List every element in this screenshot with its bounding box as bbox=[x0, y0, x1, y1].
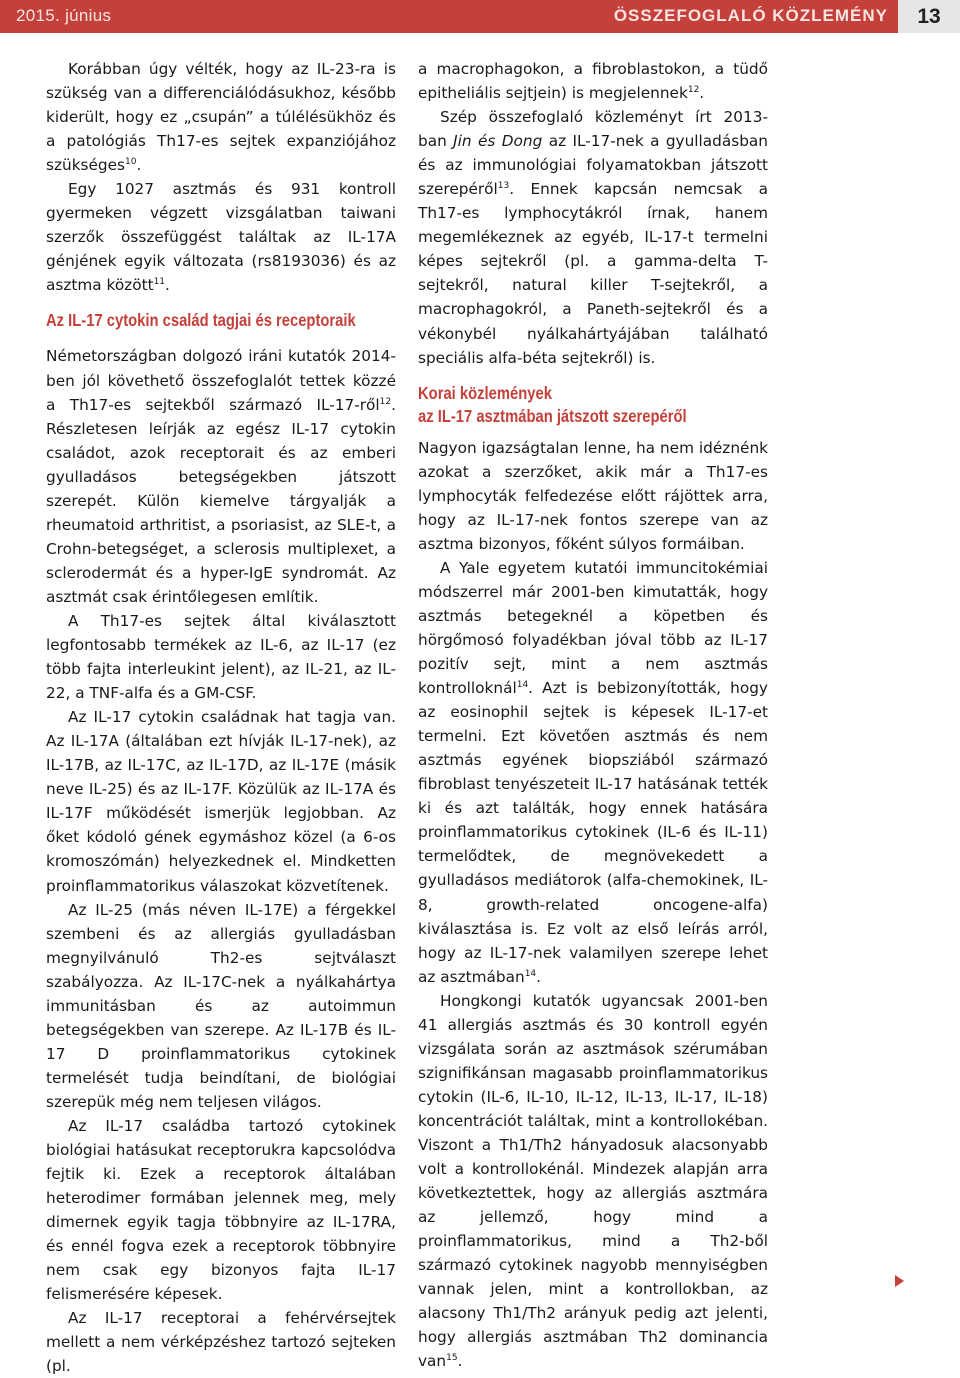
paragraph: Az IL-17 cytokin családnak hat tagja van. Az IL-17A (általában ezt hívják IL-17-nek), az IL-17B, az IL-17C, az IL-17D, az IL-17E (másik neve IL-25) és az IL-17F. Közülük az IL-17A és IL-17F működését ismerjük legjobban. Az őket kódoló gének egymáshoz közel (a 6-os kromoszómán) helyezkednek el. Mindketten proinflammatorikus válaszokat közvetítenek. bbox=[46, 708, 396, 895]
section-heading: Korai közlemények az IL-17 asztmában játszott szerepéről bbox=[418, 382, 687, 426]
right-column bbox=[418, 57, 768, 1373]
paragraph: Nagyon igazságtalan lenne, ha nem idéznénk azokat a szerzőket, akik már a Th17-es lymphocyták felfedezése előtt rájöttek arra, hogy az IL-17-nek fontos szerepe van az asztma bizonyos, főként súlyos formáiban. bbox=[418, 438, 768, 553]
section-heading: Az IL-17 cytokin család tagjai és receptoraik bbox=[46, 310, 356, 331]
continue-arrow-icon bbox=[895, 1275, 904, 1287]
paragraph: Németországban dolgozó iráni kutatók 2014-ben jól követhető összefoglalót tettek közzé a Th17-es sejtekből származó IL-17-ről$^{12}$. Részletesen leírják az egész IL-17 cytokin családot, azok receptorait és az emberi gyulladásos betegségekben játszott szerepét. Külön kiemelve tárgyalják a rheumatoid arthritist, a psoriasist, az SLE-t, a Crohn-betegséget, a sclerosis multiplexet, a sclerodermát és a hyper-IgE syndromát. Az asztmát csak érintőlegesen említik. bbox=[46, 347, 396, 606]
paragraph: Az IL-25 (más néven IL-17E) a férgekkel szembeni és az allergiás gyulladásban megnyilvánuló Th2-es sejtválaszt szabályozza. Az IL-17C-nek a nyálkahártya immunitásban és az autoimmun betegségekben van szerepe. Az IL-17B és IL-17 D proinflammatorikus cytokinek termelését tudja beindítani, de biológiai szerepük még nem teljesen világos. bbox=[46, 900, 396, 1111]
reference: 10 bbox=[125, 157, 137, 168]
paragraph: a macrophagokon, a fibroblastokon, a tüdő epitheliális sejtjein) is megjelennek$^{12}$. bbox=[418, 60, 768, 103]
paragraph: A Yale egyetem kutatói immuncitokémiai módszerrel már 2001-ben kimutatták, hogy asztmás betegeknél a köpetben és hörgőmosó folyadékban jóval több az IL-17 pozitív sejt, mint a nem asztmás kontrolloknál$^{14}$. Azt is bebizonyították, hogy az eosinophil sejtek is képesek IL-17-et termelni. Ezt követően asztmás és nem asztmás egyének biopsziából származó fibroblast tenyészeteit IL-17 hatásának tették ki és azt találták, hogy ennek hatására proinflammatorikus cytokinek (IL-6 és IL-11) termelődtek, de megnövekedett a gyulladásos mediátorok (alfa-chemokinek, IL-8, growth-related oncogene-alfa) kiválasztása is. Ez volt az első leírás arról, hogy az IL-17-nek valamilyen szerepe lehet az asztmában$^{14}$. bbox=[418, 558, 768, 986]
left-column bbox=[46, 57, 396, 1378]
paragraph: Hongkongi kutatók ugyancsak 2001-ben 41 allergiás asztmás és 30 kontroll egyén vizsgálata során az asztmások szérumában szignifikánsan magasabb proinflammatorikus cytokin (IL-6, IL-10, IL-12, IL-13, IL-17, IL-18) koncentrációt találtak, mint a kontrollokéban. Viszont a Th1/Th2 hányadosuk alacsonyabb volt a kontrollokénál. Mindezek alapján arra következtettek, hogy az allergiás asztmára az jellemző, hogy mind a proinflammatorikus, mind a Th2-ből származó cytokinek nagyobb mennyiségben vannak jelen, mint a kontrollokban, az alacsony Th1/Th2 arányuk pedig azt jelenti, hogy allergiás asztmában Th2 dominancia van$^{15}$. bbox=[418, 991, 768, 1371]
reference: 14 bbox=[524, 968, 537, 979]
paragraph: Az IL-17 receptorai a fehérvérsejtek mellett a nem vérképzéshez tartozó sejteken (pl. bbox=[46, 1309, 396, 1376]
page-number: 13 bbox=[898, 0, 960, 33]
section-title: ÖSSZEFOGLALÓ KÖZLEMÉNY bbox=[613, 6, 888, 25]
paragraph: Az IL-17 családba tartozó cytokinek biológiai hatásukat receptorukra kapcsolódva fejtik ki. Ezek a receptorok általában heterodimer formában jelennek meg, mely dimernek egyik tagja többnyire az IL-17RA, és ennél fogva ezek a receptorok többnyire nem csak egy bizonyos fajta IL-17 felismerésére képesek. bbox=[46, 1116, 396, 1304]
reference: 12 bbox=[687, 84, 700, 95]
reference: 12 bbox=[379, 396, 392, 407]
reference: 15 bbox=[446, 1353, 458, 1364]
reference: 11 bbox=[153, 277, 166, 288]
paragraph: Korábban úgy vélték, hogy az IL-23-ra is szükség van a differenciálódásukhoz, később kiderült, hogy ez „csupán” a túlélésükhöz és a patológiás Th17-es sejtek expanziójához szükséges$^{10}$. bbox=[46, 60, 396, 175]
reference: 13 bbox=[497, 181, 510, 192]
paragraph: Szép összefoglaló közleményt írt 2013-ban Jin és Dong az IL-17-nek a gyulladásban és az immunológiai folyamatokban játszott szerepéről$^{13}$. Ennek kapcsán nemcsak a Th17-es lymphocytákról írnak, hanem megemlékeznek az egyéb, IL-17-t termelni képes sejtekről (pl. a gamma-delta T-sejtekről, natural killer T-sejtekről, a macrophagokról, a Paneth-sejtekről és a vékonybél nyálkahártyájában található speciális alfa-béta sejtekről) is. bbox=[418, 108, 768, 367]
issue-date: 2015. június bbox=[16, 6, 112, 25]
author-names: Jin és Dong bbox=[453, 132, 543, 151]
page-header bbox=[0, 0, 960, 33]
reference: 14 bbox=[516, 679, 529, 690]
paragraph: A Th17-es sejtek által kiválasztott legfontosabb termékek az IL-6, az IL-17 (ez több fajta interleukint jelent), az IL-21, az IL-22, a TNF-alfa és a GM-CSF. bbox=[46, 611, 396, 703]
paragraph: Egy 1027 asztmás és 931 kontroll gyermeken végzett vizsgálatban taiwani szerzők összefüggést találtak az IL-17A génjének egyik változata (rs8193036) és az asztma között$^{11}$. bbox=[46, 180, 396, 295]
